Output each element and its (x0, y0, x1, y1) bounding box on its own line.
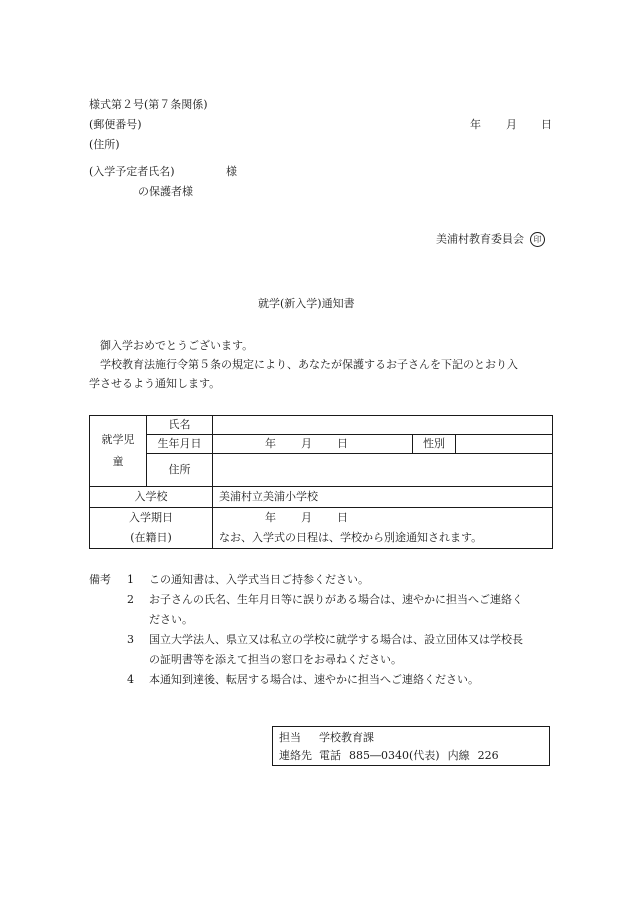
date-day: 日 (541, 118, 552, 131)
list-item: 2 お子さんの氏名、生年月日等に誤りがある場合は、速やかに担当へご連絡く (127, 593, 523, 606)
form-number: 様式第２号(第７条関係) (89, 98, 208, 111)
contact-box (272, 726, 550, 766)
name-label: 氏名 (147, 416, 213, 435)
address-row-label: 住所 (147, 454, 213, 487)
staff-label: 担当 (279, 731, 301, 744)
entry-note: なお、入学式の日程は、学校から別途通知されます。 (219, 531, 483, 544)
extension-label: 内線 (447, 749, 470, 762)
body-line-1: 学校教育法施行令第５条の規定により、あなたが保護するお子さんを下記のとおり入 (100, 358, 518, 371)
table-row (90, 508, 553, 549)
guardian-line: の保護者様 (138, 185, 193, 198)
staff-row (279, 729, 543, 747)
list-item-continuation: ださい。 (149, 613, 193, 626)
entry-date-value: 年 月 日 なお、入学式の日程は、学校から別途通知されます。 (213, 508, 553, 549)
postal-code-label: (郵便番号) (89, 118, 142, 131)
birth-label: 生年月日 (147, 435, 213, 454)
body-line-2: 学させるよう通知します。 (89, 377, 221, 390)
contact-label: 連絡先 (279, 749, 312, 762)
table-row (90, 416, 553, 435)
list-item-continuation: の証明書等を添えて担当の窓口をお尋ねください。 (149, 653, 402, 666)
table-row (90, 487, 553, 508)
entry-date-label: 入学期日 (在籍日) (90, 508, 213, 549)
extension-value: 226 (477, 749, 499, 762)
enrollment-table (89, 415, 553, 549)
child-label: 就学児 童 (90, 416, 147, 487)
table-row (90, 435, 553, 454)
recipient-label: (入学予定者氏名) (89, 165, 175, 178)
school-label: 入学校 (90, 487, 213, 508)
recipient-sama: 様 (226, 165, 237, 178)
date-year: 年 (470, 118, 481, 131)
gender-label: 性別 (413, 435, 456, 454)
address-label: (住所) (89, 138, 120, 151)
address-value (213, 454, 553, 487)
table-row (90, 454, 553, 487)
name-value (213, 416, 553, 435)
staff-value: 学校教育課 (319, 731, 374, 744)
seal-icon: 印 (530, 232, 545, 247)
notes-section (89, 570, 559, 690)
list-item: 4 本通知到達後、転居する場合は、速やかに担当へご連絡ください。 (127, 673, 479, 686)
gender-value (456, 435, 553, 454)
issuer (436, 232, 545, 247)
phone-label: 電話 (319, 749, 341, 762)
greeting: 御入学おめでとうございます。 (100, 339, 254, 352)
issuer-name: 美浦村教育委員会 (436, 232, 524, 246)
contact-row (279, 747, 543, 765)
list-item: 3 国立大学法人、県立又は私立の学校に就学する場合は、設立団体又は学校長 (127, 633, 523, 646)
list-item: 備考 1 この通知書は、入学式当日ご持参ください。 (89, 570, 559, 590)
phone-value: 885―0340(代表) (349, 749, 440, 762)
birth-value: 年 月 日 (213, 435, 413, 454)
date-month: 月 (506, 118, 517, 131)
notes-label: 備考 (89, 573, 111, 586)
document-title: 就学(新入学)通知書 (258, 297, 355, 310)
school-value: 美浦村立美浦小学校 (213, 487, 553, 508)
